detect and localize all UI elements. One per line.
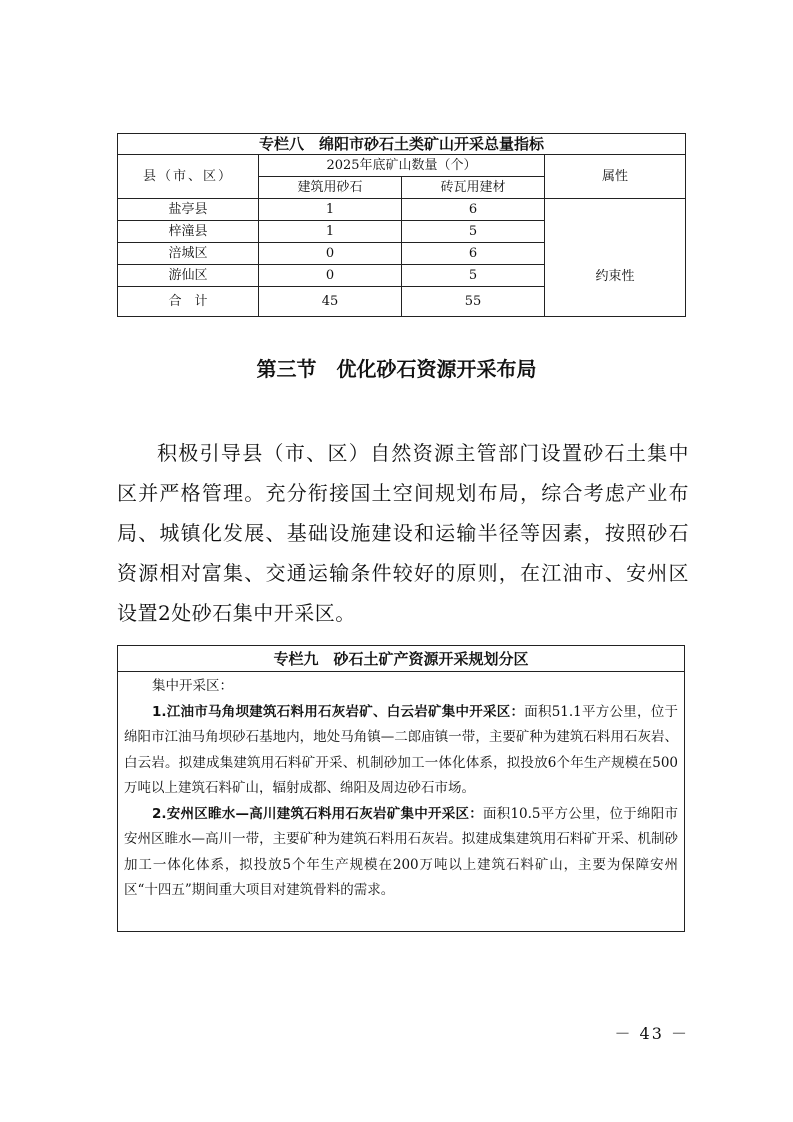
box-intro: 集中开采区： bbox=[152, 678, 233, 694]
brick-cell: 5 bbox=[402, 221, 545, 243]
zone-item-2 bbox=[124, 802, 678, 904]
brick-cell: 6 bbox=[402, 243, 545, 265]
zone-item-2-text: 面积10.5平方公里，位于绵阳市安州区睢水—高川一带，主要矿种为建筑石料用石灰岩。拟建成集建筑用石料矿开采、机制砂加工一体化体系，拟投放5个年生产规模在200万吨以上建筑石料矿山，主要为保障安州区“十四五”期间重大项目对建筑骨料的需求。 bbox=[124, 805, 678, 898]
sand-cell: 0 bbox=[259, 265, 402, 287]
header-construction-sand: 建筑用砂石 bbox=[259, 177, 402, 199]
zone-item-2-title: 2.安州区睢水—高川建筑石料用石灰岩矿集中开采区： bbox=[152, 805, 483, 822]
sand-cell: 0 bbox=[259, 243, 402, 265]
brick-cell: 55 bbox=[402, 287, 545, 317]
table-title: 专栏八 绵阳市砂石土类矿山开采总量指标 bbox=[118, 134, 686, 155]
body-paragraph: 积极引导县（市、区）自然资源主管部门设置砂石土集中区并严格管理。充分衔接国土空间规划布局，综合考虑产业布局、城镇化发展、基础设施建设和运输半径等因素，按照砂石资源相对富集、交通运输条件较好的原则，在江油市、安州区设置2处砂石集中开采区。 bbox=[117, 441, 689, 625]
mining-quota-table bbox=[117, 133, 686, 317]
sand-cell: 1 bbox=[259, 221, 402, 243]
zone-item-1 bbox=[124, 700, 678, 802]
brick-cell: 6 bbox=[402, 199, 545, 221]
header-county: 县（市、区） bbox=[118, 155, 259, 199]
sand-cell: 45 bbox=[259, 287, 402, 317]
county-cell: 盐亭县 bbox=[118, 199, 259, 221]
attribute-cell: 约束性 bbox=[545, 199, 686, 317]
county-cell: 涪城区 bbox=[118, 243, 259, 265]
zone-item-1-text: 面积51.1平方公里，位于绵阳市江油马角坝砂石基地内，地处马角镇—二郎庙镇一带，主要矿种为建筑石料用石灰岩、白云岩。拟建成集建筑用石料矿开采、机制砂加工一体化体系，拟投放6个年生产规模在500万吨以上建筑石料矿山，辐射成都、绵阳及周边砂石市场。 bbox=[124, 703, 678, 796]
brick-cell: 5 bbox=[402, 265, 545, 287]
section-heading: 第三节 优化砂石资源开采布局 bbox=[256, 357, 537, 381]
county-cell: 游仙区 bbox=[118, 265, 259, 287]
zone-item-1-title: 1.江油市马角坝建筑石料用石灰岩矿、白云岩矿集中开采区： bbox=[152, 703, 525, 720]
table-row bbox=[118, 199, 686, 221]
header-mine-count: 2025年底矿山数量（个） bbox=[259, 155, 545, 177]
page-number: － 43 － bbox=[614, 1024, 689, 1043]
box-title: 专栏九 砂石土矿产资源开采规划分区 bbox=[118, 646, 684, 672]
county-cell: 合 计 bbox=[118, 287, 259, 317]
box-body bbox=[118, 672, 684, 904]
header-brick-material: 砖瓦用建材 bbox=[402, 177, 545, 199]
county-cell: 梓潼县 bbox=[118, 221, 259, 243]
header-attribute: 属性 bbox=[545, 155, 686, 199]
planning-zones-box bbox=[117, 645, 685, 932]
sand-cell: 1 bbox=[259, 199, 402, 221]
